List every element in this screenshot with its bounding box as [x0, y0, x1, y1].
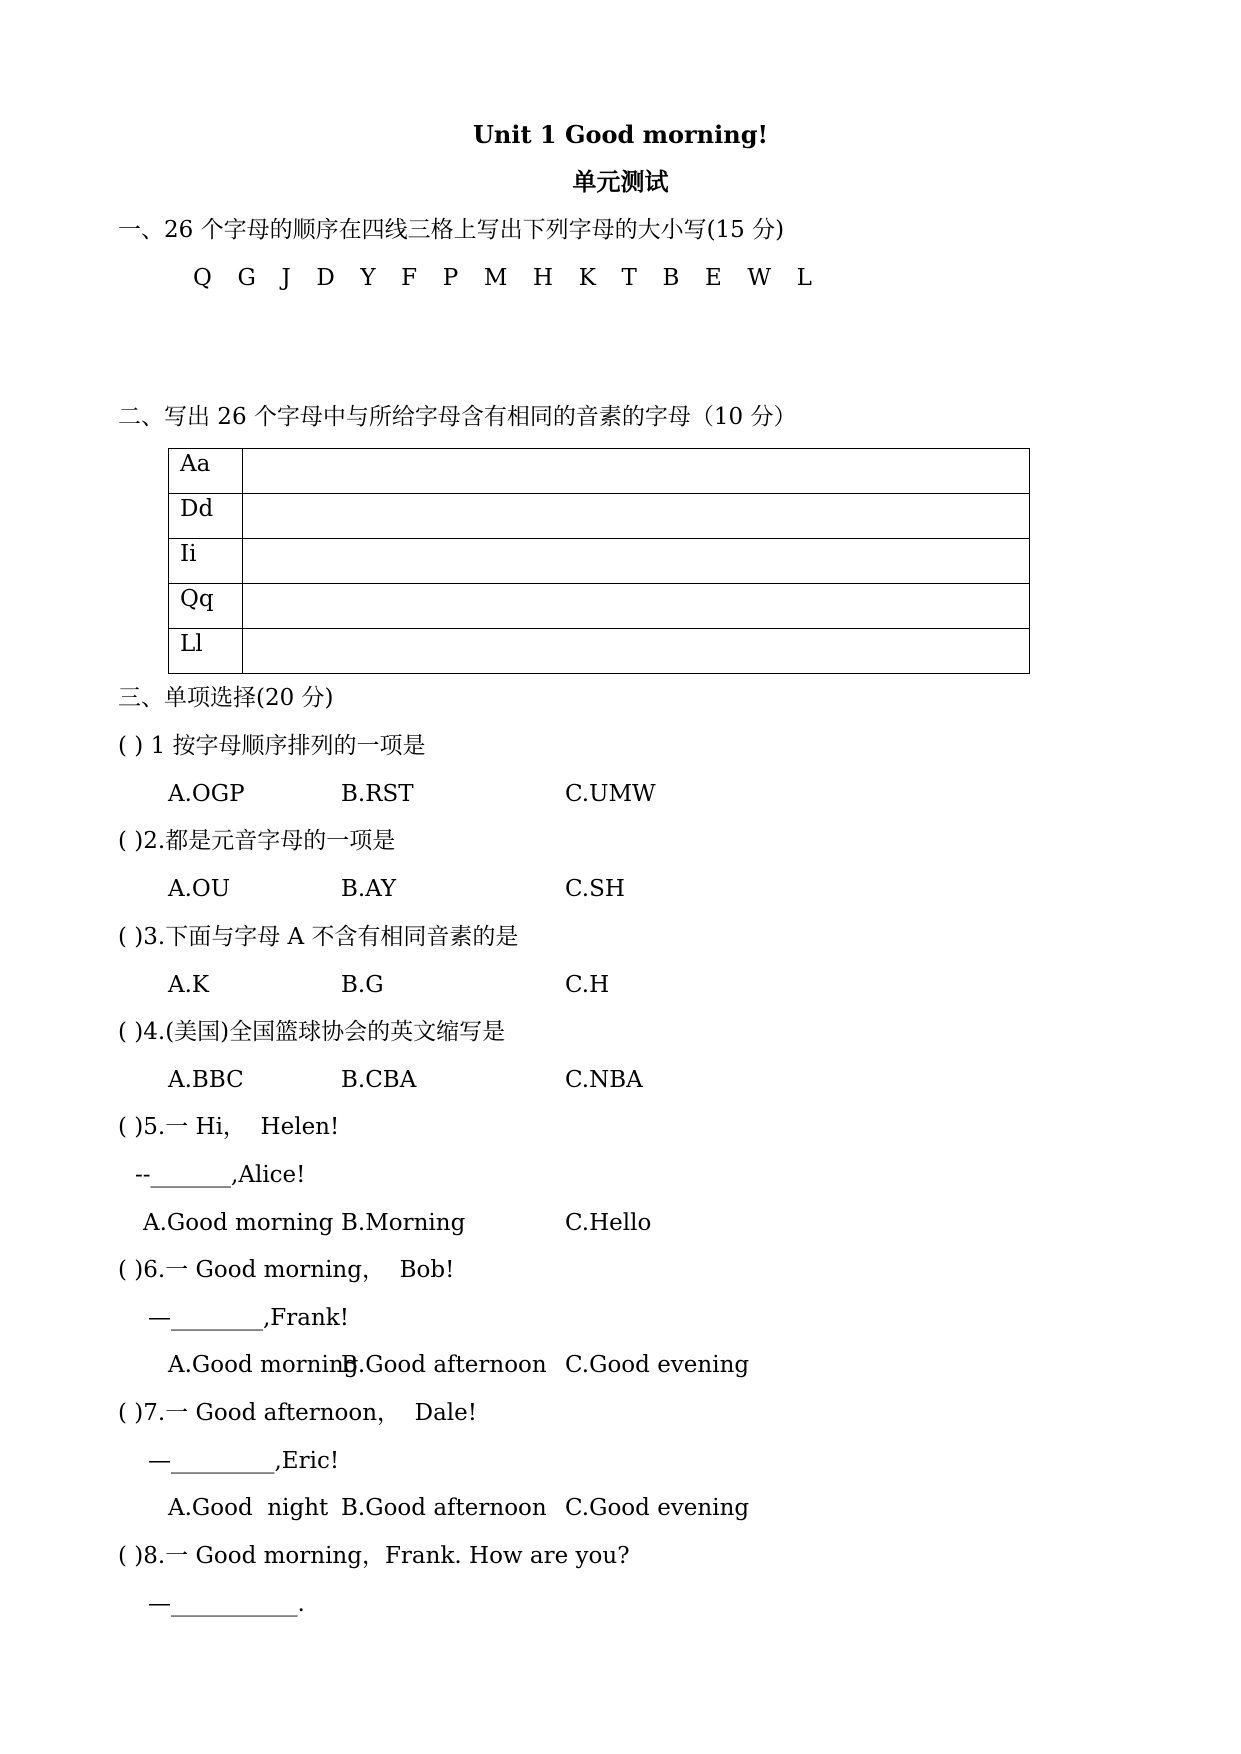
question-5-stem: ( )5.一 Hi， Helen!: [118, 1114, 340, 1140]
question-3-option-c: C.H: [565, 972, 610, 998]
section3-heading: 三、单项选择(20 分): [118, 685, 334, 711]
section2-heading: 二、写出 26 个字母中与所给字母含有相同的音素的字母（10 分）: [118, 404, 797, 430]
question-7-stem: ( )7.一 Good afternoon， Dale!: [118, 1400, 477, 1426]
question-6-reply: —________,Frank!: [148, 1305, 349, 1331]
question-2-option-c: C.SH: [565, 876, 625, 902]
table-row: [169, 629, 1030, 674]
question-2-stem: ( )2.都是元音字母的一项是: [118, 828, 396, 854]
question-6-stem: ( )6.一 Good morning， Bob!: [118, 1257, 455, 1283]
question-5-option-c: C.Hello: [565, 1210, 652, 1236]
question-3-option-b: B.G: [341, 972, 384, 998]
question-7-option-b: B.Good afternoon: [341, 1495, 547, 1521]
page-title: Unit 1 Good morning!: [472, 120, 769, 149]
question-2-option-a: A.OU: [168, 876, 231, 902]
question-1-option-a: A.OGP: [168, 781, 245, 807]
table-letter-cell: Dd: [169, 494, 243, 539]
question-1-option-c: C.UMW: [565, 781, 656, 807]
question-5-option-b: B.Morning: [341, 1210, 466, 1236]
table-row: [169, 449, 1030, 494]
question-1-stem: ( ) 1 按字母顺序排列的一项是: [118, 733, 426, 759]
question-2-option-b: B.AY: [341, 876, 397, 902]
question-7-option-a: A.Good night: [168, 1495, 329, 1521]
letter-sound-table: [168, 448, 1030, 674]
question-5-reply: --_______,Alice!: [135, 1162, 306, 1188]
question-3-stem: ( )3.下面与字母 A 不含有相同音素的是: [118, 924, 519, 950]
table-letter-cell: Ll: [169, 629, 243, 674]
question-1-option-b: B.RST: [341, 781, 414, 807]
table-letter-cell: Aa: [169, 449, 243, 494]
question-4-option-a: A.BBC: [168, 1067, 244, 1093]
answer-blank-cell[interactable]: [243, 494, 1030, 539]
question-6-option-c: C.Good evening: [565, 1352, 750, 1378]
table-row: [169, 539, 1030, 584]
question-7-reply: —_________,Eric!: [148, 1448, 340, 1474]
question-7-option-c: C.Good evening: [565, 1495, 750, 1521]
question-4-stem: ( )4.(美国)全国篮球协会的英文缩写是: [118, 1019, 506, 1045]
table-letter-cell: Ii: [169, 539, 243, 584]
table-row: [169, 584, 1030, 629]
answer-blank-cell[interactable]: [243, 539, 1030, 584]
table-letter-cell: Qq: [169, 584, 243, 629]
section1-heading: 一、26 个字母的顺序在四线三格上写出下列字母的大小写(15 分): [118, 217, 785, 243]
question-3-option-a: A.K: [168, 972, 210, 998]
answer-blank-cell[interactable]: [243, 629, 1030, 674]
answer-blank-cell[interactable]: [243, 584, 1030, 629]
question-4-option-b: B.CBA: [341, 1067, 417, 1093]
answer-blank-cell[interactable]: [243, 449, 1030, 494]
question-6-option-b: B.Good afternoon: [341, 1352, 547, 1378]
letter-sequence: Q G J D Y F P M H K T B E W L: [193, 265, 813, 291]
question-8-stem: ( )8.一 Good morning，Frank. How are you?: [118, 1543, 630, 1569]
page-subtitle: 单元测试: [572, 167, 669, 196]
question-8-reply: —___________.: [148, 1591, 305, 1617]
table-row: [169, 494, 1030, 539]
question-6-option-a: A.Good morning: [168, 1352, 359, 1378]
question-4-option-c: C.NBA: [565, 1067, 643, 1093]
question-5-option-a: A.Good morning: [143, 1210, 334, 1236]
